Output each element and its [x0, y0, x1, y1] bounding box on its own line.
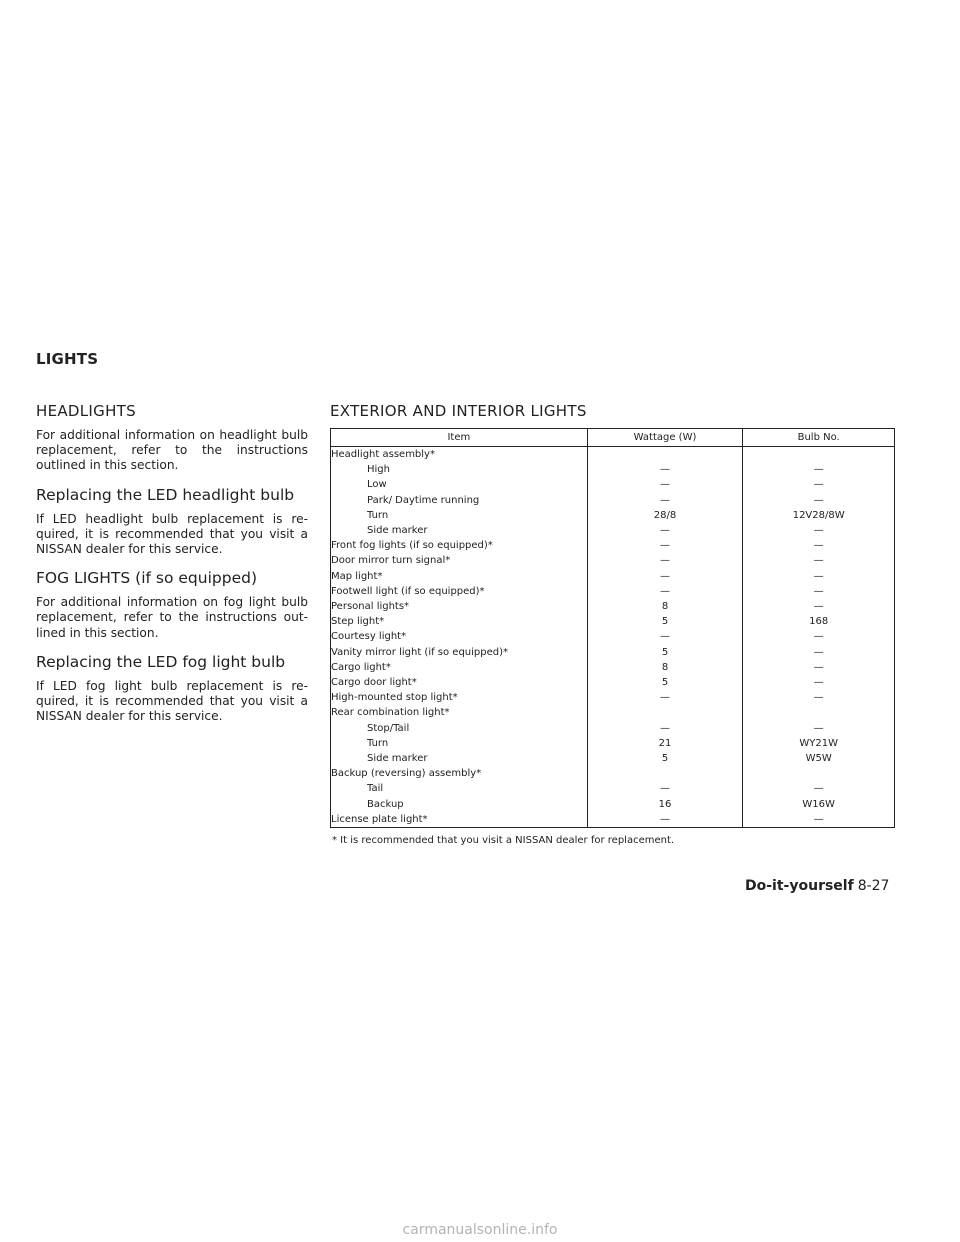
cell-item: Personal lights* [331, 599, 588, 614]
table-row [331, 553, 895, 568]
table-body [331, 447, 895, 828]
cell-item: Side marker [331, 751, 588, 766]
cell-wattage: 5 [587, 645, 743, 660]
cell-wattage: — [587, 629, 743, 644]
cell-bulb-no: — [743, 660, 895, 675]
cell-bulb-no: W16W [743, 797, 895, 812]
headlights-paragraph: For additional information on headlight bulb replacement, refer to the instructions outlined in this section. [36, 428, 308, 473]
cell-wattage: — [587, 538, 743, 553]
table-row [331, 660, 895, 675]
cell-item: Vanity mirror light (if so equipped)* [331, 645, 588, 660]
cell-wattage: 5 [587, 751, 743, 766]
cell-wattage: — [587, 462, 743, 477]
cell-item: Turn [331, 736, 588, 751]
cell-wattage: — [587, 553, 743, 568]
cell-item: Stop/Tail [331, 721, 588, 736]
table-row [331, 584, 895, 599]
cell-item: Map light* [331, 569, 588, 584]
cell-item: Front fog lights (if so equipped)* [331, 538, 588, 553]
cell-wattage: 16 [587, 797, 743, 812]
cell-item: Cargo door light* [331, 675, 588, 690]
fog-lights-heading: FOG LIGHTS (if so equipped) [36, 569, 257, 588]
cell-bulb-no: W5W [743, 751, 895, 766]
cell-bulb-no: — [743, 462, 895, 477]
table-row [331, 538, 895, 553]
table-row [331, 508, 895, 523]
replace-headlight-paragraph: If LED headlight bulb replacement is re- quired, it is recommended that you visit a NISSAN dealer for this service. [36, 511, 308, 557]
table-row [331, 705, 895, 720]
cell-bulb-no: — [743, 477, 895, 492]
cell-bulb-no [743, 766, 895, 781]
cell-wattage: — [587, 493, 743, 508]
replace-fog-paragraph: If LED fog light bulb replacement is re- quired, it is recommended that you visit a NISSAN dealer for this service. [36, 678, 308, 724]
cell-item: Headlight assembly* [331, 447, 588, 463]
table-row [331, 462, 895, 477]
table-row [331, 645, 895, 660]
bulb-table [330, 428, 895, 828]
cell-item: Park/ Daytime running [331, 493, 588, 508]
table-row [331, 569, 895, 584]
chapter-name: Do-it-yourself [745, 878, 854, 894]
right-column [330, 402, 896, 846]
replace-headlight-heading: Replacing the LED headlight bulb [36, 485, 295, 504]
cell-item: Side marker [331, 523, 588, 538]
cell-item: License plate light* [331, 812, 588, 828]
cell-bulb-no: — [743, 645, 895, 660]
cell-bulb-no [743, 447, 895, 463]
cell-bulb-no: — [743, 493, 895, 508]
cell-item: Turn [331, 508, 588, 523]
header-wattage: Wattage (W) [587, 429, 743, 447]
cell-wattage: — [587, 721, 743, 736]
page-footer [745, 878, 889, 894]
table-row [331, 721, 895, 736]
headlights-heading: HEADLIGHTS [36, 402, 136, 420]
cell-bulb-no: — [743, 553, 895, 568]
cell-bulb-no: — [743, 721, 895, 736]
section-title: LIGHTS [36, 350, 99, 368]
cell-item: Courtesy light* [331, 629, 588, 644]
cell-bulb-no: — [743, 569, 895, 584]
cell-item: Rear combination light* [331, 705, 588, 720]
table-row [331, 599, 895, 614]
table-row [331, 736, 895, 751]
cell-wattage: — [587, 690, 743, 705]
cell-bulb-no: — [743, 523, 895, 538]
table-row [331, 781, 895, 796]
cell-bulb-no: — [743, 584, 895, 599]
left-column [36, 402, 308, 736]
header-item: Item [331, 429, 588, 447]
cell-wattage [587, 705, 743, 720]
replace-fog-heading: Replacing the LED fog light bulb [36, 652, 286, 671]
header-bulb-no: Bulb No. [743, 429, 895, 447]
cell-bulb-no [743, 705, 895, 720]
table-row [331, 493, 895, 508]
cell-wattage: — [587, 569, 743, 584]
table-row [331, 766, 895, 781]
cell-item: Door mirror turn signal* [331, 553, 588, 568]
cell-wattage: 8 [587, 599, 743, 614]
cell-wattage: 5 [587, 675, 743, 690]
watermark[interactable]: carmanualsonline.info [402, 1222, 558, 1238]
cell-wattage: 28/8 [587, 508, 743, 523]
cell-item: Footwell light (if so equipped)* [331, 584, 588, 599]
cell-item: Backup (reversing) assembly* [331, 766, 588, 781]
cell-item: High [331, 462, 588, 477]
cell-bulb-no: WY21W [743, 736, 895, 751]
cell-wattage [587, 766, 743, 781]
cell-bulb-no: — [743, 781, 895, 796]
table-row [331, 675, 895, 690]
cell-wattage [587, 447, 743, 463]
cell-wattage: — [587, 812, 743, 828]
table-row [331, 523, 895, 538]
exterior-interior-heading: EXTERIOR AND INTERIOR LIGHTS [330, 402, 587, 420]
cell-bulb-no: — [743, 690, 895, 705]
table-row [331, 751, 895, 766]
cell-wattage: — [587, 523, 743, 538]
cell-wattage: 21 [587, 736, 743, 751]
cell-item: Low [331, 477, 588, 492]
cell-wattage: — [587, 477, 743, 492]
cell-item: Cargo light* [331, 660, 588, 675]
table-row [331, 629, 895, 644]
table-row [331, 447, 895, 463]
cell-bulb-no: — [743, 538, 895, 553]
page-number: 8-27 [857, 878, 890, 894]
table-row [331, 797, 895, 812]
table-row [331, 812, 895, 828]
table-row [331, 690, 895, 705]
cell-wattage: — [587, 781, 743, 796]
cell-item: Backup [331, 797, 588, 812]
cell-bulb-no: — [743, 675, 895, 690]
cell-bulb-no: 168 [743, 614, 895, 629]
cell-bulb-no: — [743, 629, 895, 644]
cell-wattage: 8 [587, 660, 743, 675]
cell-item: High-mounted stop light* [331, 690, 588, 705]
cell-wattage: — [587, 584, 743, 599]
fog-lights-paragraph: For additional information on fog light bulb replacement, refer to the instructions out- lined in this section. [36, 595, 308, 640]
cell-item: Step light* [331, 614, 588, 629]
cell-wattage: 5 [587, 614, 743, 629]
table-row [331, 614, 895, 629]
cell-bulb-no: 12V28/8W [743, 508, 895, 523]
cell-bulb-no: — [743, 599, 895, 614]
cell-item: Tail [331, 781, 588, 796]
table-row [331, 477, 895, 492]
footnote: * It is recommended that you visit a NISSAN dealer for replacement. [332, 835, 675, 847]
cell-bulb-no: — [743, 812, 895, 828]
table-header-row [331, 429, 895, 447]
